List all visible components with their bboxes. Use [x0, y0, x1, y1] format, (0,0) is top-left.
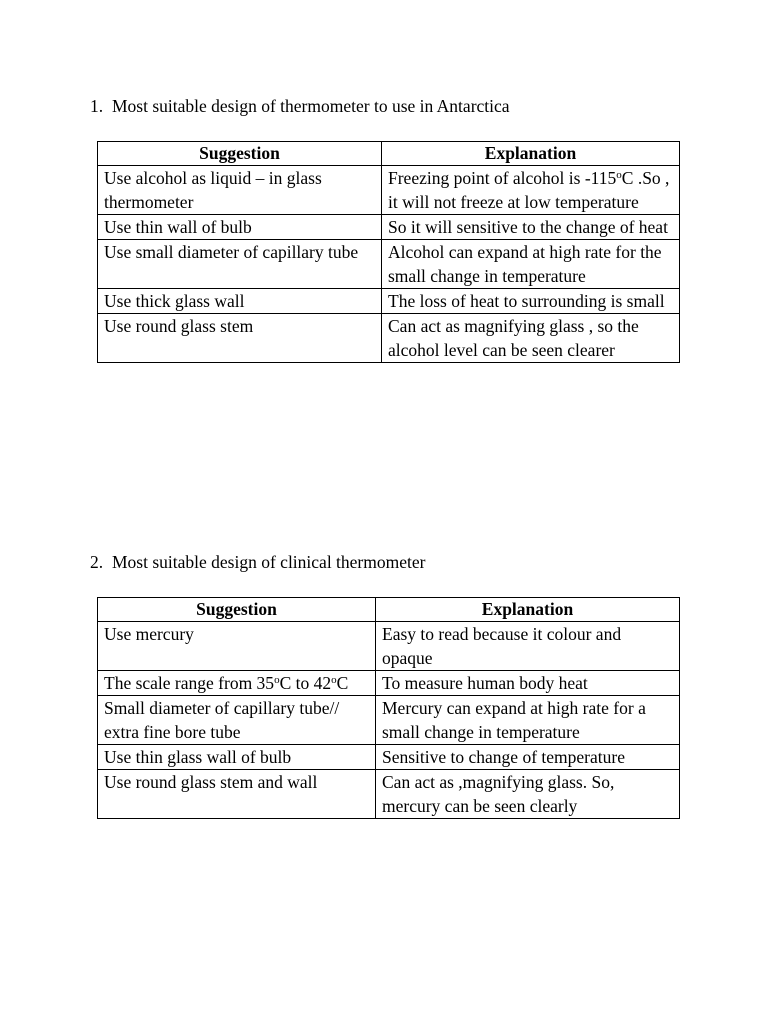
suggestion-cell: Use round glass stem and wall — [98, 770, 376, 819]
degree-mark: o — [274, 674, 280, 686]
suggestion-cell: Use round glass stem — [98, 314, 382, 363]
suggestion-cell: Use small diameter of capillary tube — [98, 240, 382, 289]
header-suggestion: Suggestion — [98, 598, 376, 622]
explanation-cell: Can act as magnifying glass , so the alcohol level can be seen clearer — [382, 314, 680, 363]
clinical-thermometer-table — [97, 597, 680, 819]
header-explanation: Explanation — [382, 142, 680, 166]
suggestion-cell: The scale range from 35$^o$C to 42$^o$C — [98, 671, 376, 696]
table-row — [98, 770, 680, 819]
suggestion-cell: Use thin glass wall of bulb — [98, 745, 376, 770]
suggestion-cell: Small diameter of capillary tube// extra fine bore tube — [98, 696, 376, 745]
explanation-cell: To measure human body heat — [376, 671, 680, 696]
explanation-cell: Sensitive to change of temperature — [376, 745, 680, 770]
explanation-cell: Mercury can expand at high rate for a small change in temperature — [376, 696, 680, 745]
table-row — [98, 240, 680, 289]
suggestion-cell: Use thick glass wall — [98, 289, 382, 314]
table-row — [98, 671, 680, 696]
section-1-heading — [90, 95, 510, 117]
explanation-cell: Can act as ,magnifying glass. So, mercury can be seen clearly — [376, 770, 680, 819]
section-2-number: 2. — [90, 552, 104, 572]
explanation-cell: Alcohol can expand at high rate for the small change in temperature — [382, 240, 680, 289]
table-row — [98, 696, 680, 745]
section-1-number: 1. — [90, 96, 104, 116]
table-row — [98, 314, 680, 363]
table-row — [98, 289, 680, 314]
table-row — [98, 745, 680, 770]
explanation-cell: Easy to read because it colour and opaque — [376, 622, 680, 671]
explanation-cell: The loss of heat to surrounding is small — [382, 289, 680, 314]
table-header-row — [98, 598, 680, 622]
degree-mark: o — [616, 169, 622, 181]
table-row — [98, 622, 680, 671]
table-row — [98, 215, 680, 240]
table-row — [98, 166, 680, 215]
suggestion-cell: Use thin wall of bulb — [98, 215, 382, 240]
explanation-cell: Freezing point of alcohol is -115$^o$C .So , it will not freeze at low temperature — [382, 166, 680, 215]
header-suggestion: Suggestion — [98, 142, 382, 166]
suggestion-cell: Use mercury — [98, 622, 376, 671]
section-1-title: Most suitable design of thermometer to use in Antarctica — [112, 96, 510, 116]
suggestion-cell: Use alcohol as liquid – in glass thermometer — [98, 166, 382, 215]
section-2-heading — [90, 551, 425, 573]
degree-mark: o — [331, 674, 337, 686]
section-2-title: Most suitable design of clinical thermometer — [112, 552, 426, 572]
explanation-cell: So it will sensitive to the change of heat — [382, 215, 680, 240]
antarctica-thermometer-table — [97, 141, 680, 363]
header-explanation: Explanation — [376, 598, 680, 622]
table-header-row — [98, 142, 680, 166]
